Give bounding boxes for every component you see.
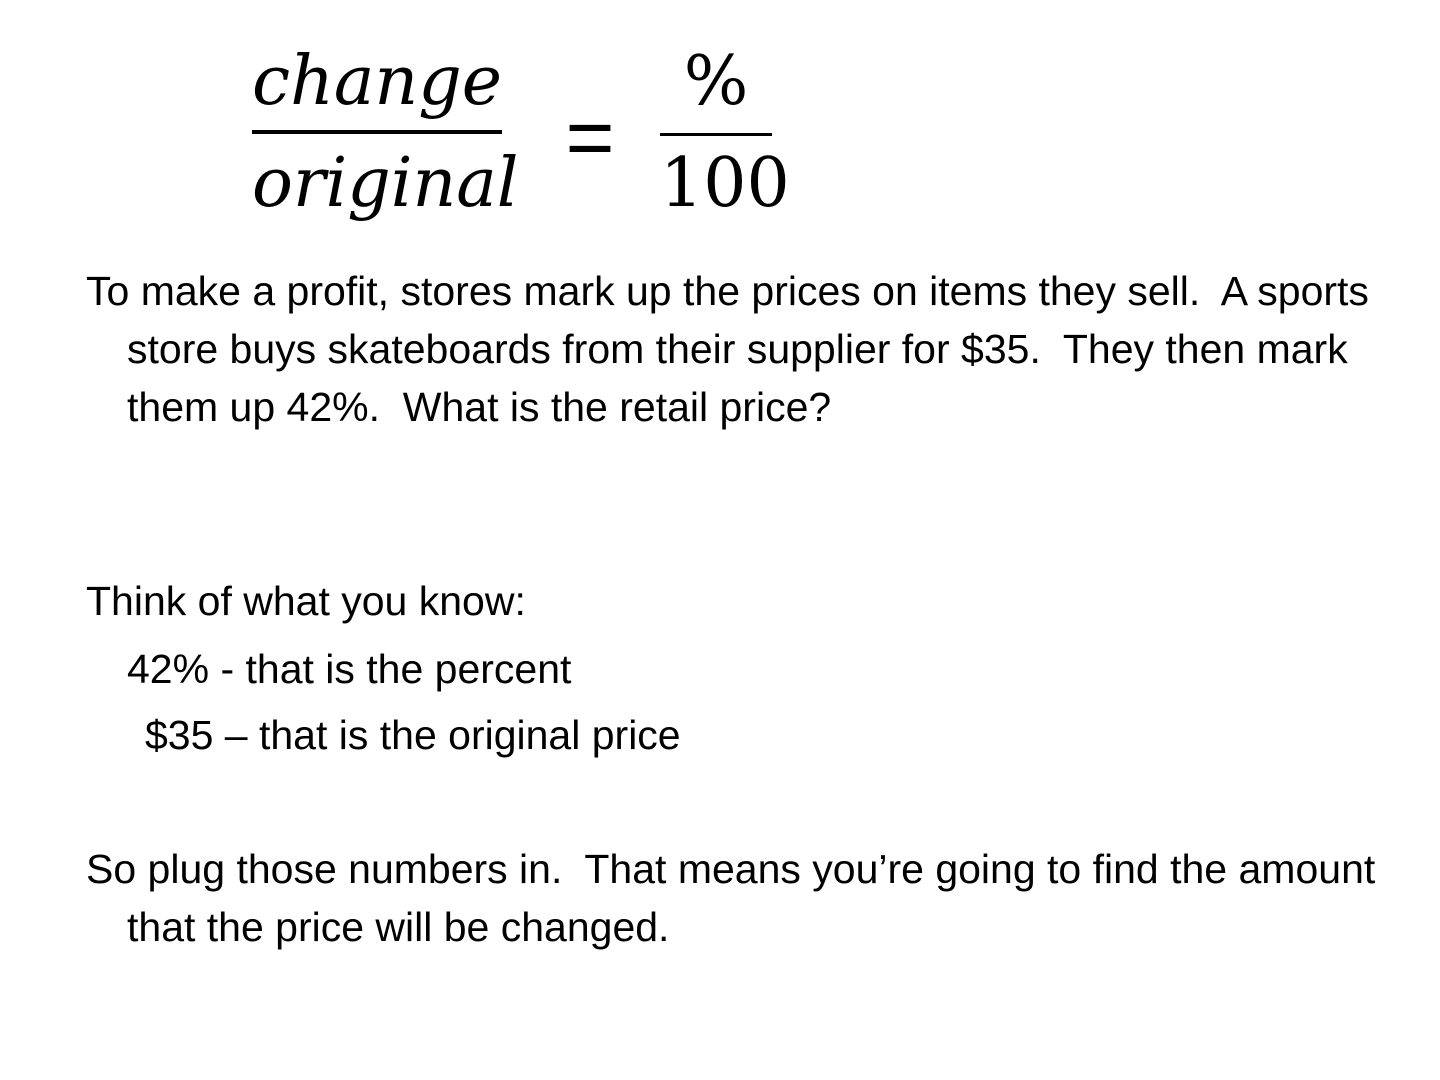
conclusion-paragraph: So plug those numbers in. That means you’re going to find the amount that the price will be changed. <box>86 846 1387 950</box>
formula-right-fraction-bar <box>660 133 772 136</box>
formula-left-numerator: change <box>252 42 502 121</box>
formula-equals-sign: = <box>565 90 615 184</box>
formula-left-denominator: original <box>252 144 519 223</box>
formula-right-numerator: % <box>683 42 749 121</box>
percent-proportion-formula <box>0 0 1440 240</box>
formula-left-fraction-bar <box>252 130 502 134</box>
formula-right-denominator: 100 <box>660 144 790 223</box>
problem-paragraph: To make a profit, stores mark up the prices on items they sell. A sports store buys skateboards from their supplier for $35. They then mark them up 42%. What is the retail price? <box>86 268 1381 430</box>
think-heading: Think of what you know: <box>86 578 526 624</box>
known-percent-line: 42% - that is the percent <box>127 646 572 692</box>
known-original-line: $35 – that is the original price <box>145 712 681 758</box>
